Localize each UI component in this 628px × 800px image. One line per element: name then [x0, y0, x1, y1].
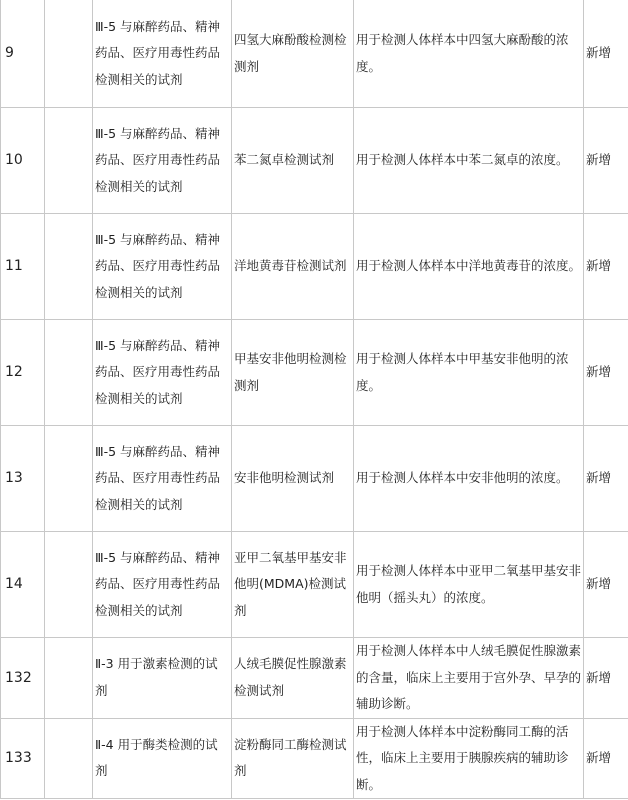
empty-cell	[45, 214, 93, 320]
category-cell: Ⅲ-5 与麻醉药品、精神药品、医疗用毒性药品检测相关的试剂	[93, 426, 232, 532]
table-row	[1, 214, 628, 320]
empty-cell	[45, 532, 93, 638]
product-name-cell: 亚甲二氧基甲基安非他明(MDMA)检测试剂	[232, 532, 354, 638]
product-name-cell: 四氢大麻酚酸检测检测剂	[232, 0, 354, 108]
category-cell: Ⅲ-5 与麻醉药品、精神药品、医疗用毒性药品检测相关的试剂	[93, 214, 232, 320]
row-number: 13	[1, 426, 45, 532]
table-row	[1, 532, 628, 638]
empty-cell	[45, 426, 93, 532]
table-row	[1, 718, 628, 799]
product-name-cell: 甲基安非他明检测检测剂	[232, 320, 354, 426]
category-cell: Ⅲ-5 与麻醉药品、精神药品、医疗用毒性药品检测相关的试剂	[93, 108, 232, 214]
category-cell: Ⅱ-3 用于激素检测的试剂	[93, 638, 232, 719]
product-name-cell: 洋地黄毒苷检测试剂	[232, 214, 354, 320]
status-cell: 新增	[584, 214, 628, 320]
category-cell: Ⅲ-5 与麻醉药品、精神药品、医疗用毒性药品检测相关的试剂	[93, 0, 232, 108]
table-row	[1, 0, 628, 108]
empty-cell	[45, 718, 93, 799]
category-cell: Ⅲ-5 与麻醉药品、精神药品、医疗用毒性药品检测相关的试剂	[93, 320, 232, 426]
row-number: 14	[1, 532, 45, 638]
product-name-cell: 人绒毛膜促性腺激素检测试剂	[232, 638, 354, 719]
intended-use-cell: 用于检测人体样本中淀粉酶同工酶的活性，临床上主要用于胰腺疾病的辅助诊断。	[354, 718, 584, 799]
intended-use-cell: 用于检测人体样本中甲基安非他明的浓度。	[354, 320, 584, 426]
row-number: 12	[1, 320, 45, 426]
empty-cell	[45, 0, 93, 108]
category-cell: Ⅲ-5 与麻醉药品、精神药品、医疗用毒性药品检测相关的试剂	[93, 532, 232, 638]
table-row	[1, 108, 628, 214]
status-cell: 新增	[584, 320, 628, 426]
product-name-cell: 苯二氮卓检测试剂	[232, 108, 354, 214]
empty-cell	[45, 108, 93, 214]
status-cell: 新增	[584, 718, 628, 799]
status-cell: 新增	[584, 426, 628, 532]
product-name-cell: 淀粉酶同工酶检测试剂	[232, 718, 354, 799]
category-cell: Ⅱ-4 用于酶类检测的试剂	[93, 718, 232, 799]
product-name-cell: 安非他明检测试剂	[232, 426, 354, 532]
intended-use-cell: 用于检测人体样本中亚甲二氧基甲基安非他明（摇头丸）的浓度。	[354, 532, 584, 638]
intended-use-cell: 用于检测人体样本中人绒毛膜促性腺激素的含量，临床上主要用于宫外孕、早孕的辅助诊断。	[354, 638, 584, 719]
table-row	[1, 638, 628, 719]
row-number: 11	[1, 214, 45, 320]
table-row	[1, 320, 628, 426]
row-number: 133	[1, 718, 45, 799]
intended-use-cell: 用于检测人体样本中安非他明的浓度。	[354, 426, 584, 532]
status-cell: 新增	[584, 108, 628, 214]
table-row	[1, 426, 628, 532]
status-cell: 新增	[584, 0, 628, 108]
status-cell: 新增	[584, 638, 628, 719]
row-number: 9	[1, 0, 45, 108]
empty-cell	[45, 638, 93, 719]
status-cell: 新增	[584, 532, 628, 638]
intended-use-cell: 用于检测人体样本中四氢大麻酚酸的浓度。	[354, 0, 584, 108]
intended-use-cell: 用于检测人体样本中洋地黄毒苷的浓度。	[354, 214, 584, 320]
row-number: 10	[1, 108, 45, 214]
intended-use-cell: 用于检测人体样本中苯二氮卓的浓度。	[354, 108, 584, 214]
empty-cell	[45, 320, 93, 426]
row-number: 132	[1, 638, 45, 719]
